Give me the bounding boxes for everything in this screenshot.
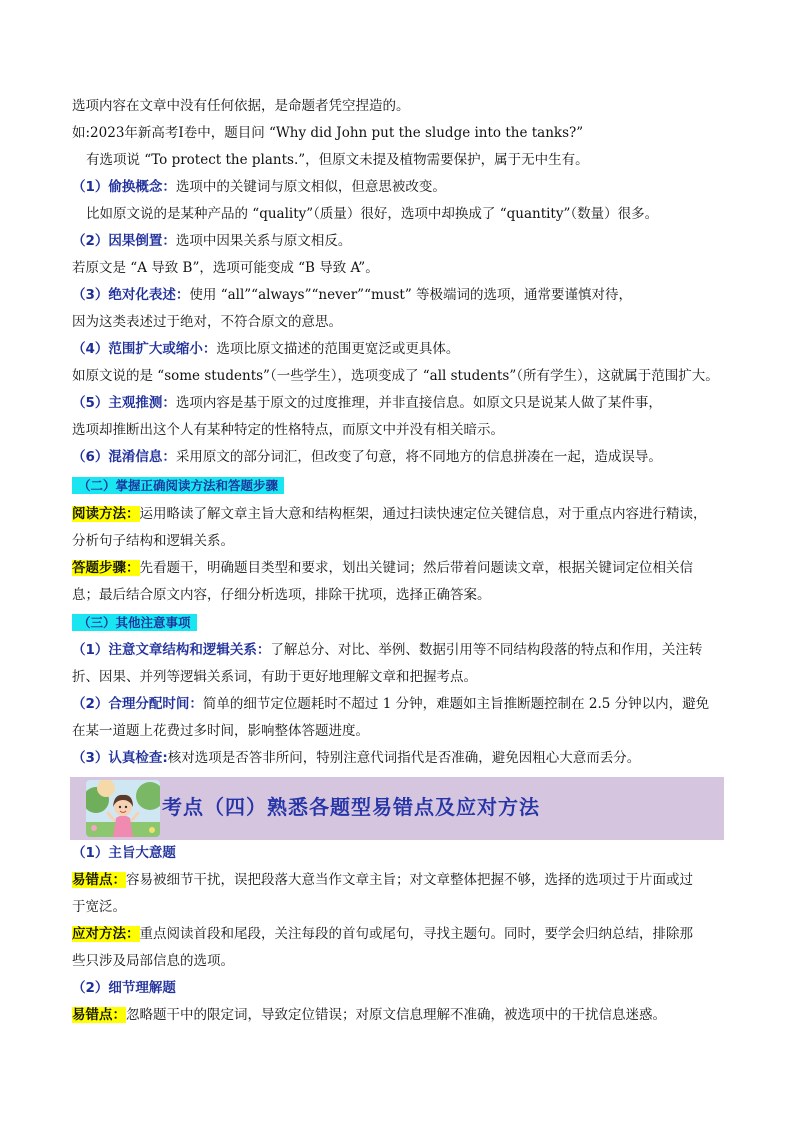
item-text: 容易被细节干扰，误把段落大意当作文章主旨；对文章整体把握不够，选择的选项过于片面或过 xyxy=(126,872,693,888)
body-line: 在某一道题上花费过多时间，影响整体答题进度。 xyxy=(72,723,369,739)
list-item xyxy=(72,641,702,659)
item-label: （4）范围扩大或缩小： xyxy=(72,341,217,357)
cartoon-girl-illustration xyxy=(86,780,160,837)
item-label: （3）绝对化表述： xyxy=(72,287,190,303)
list-item xyxy=(72,448,662,466)
section-heading-2: （二）掌握正确阅读方法和答题步骤 xyxy=(72,477,284,494)
list-item xyxy=(72,749,640,767)
item-text: 运用略读了解文章主旨大意和结构框架，通过扫读快速定位关键信息，对于重点内容进行精读， xyxy=(139,506,707,522)
body-line: 如:2023年新高考I卷中，题目问 “Why did John put the sludge into the tanks?” xyxy=(72,125,584,141)
list-item xyxy=(72,871,693,889)
body-line: 些只涉及局部信息的选项。 xyxy=(72,953,234,969)
item-text: 简单的细节定位题耗时不超过 1 分钟，难题如主旨推断题控制在 2.5 分钟以内，避免 xyxy=(202,696,710,712)
subsection-title: （2）细节理解题 xyxy=(72,980,176,996)
item-label: （1）注意文章结构和逻辑关系： xyxy=(72,642,271,658)
list-item xyxy=(72,232,351,250)
item-text: 采用原文的部分词汇，但改变了句意，将不同地方的信息拼凑在一起，造成误导。 xyxy=(175,449,662,465)
subsection-title: （1）主旨大意题 xyxy=(72,845,176,861)
list-item xyxy=(72,925,693,943)
body-line: 选项内容在文章中没有任何依据，是命题者凭空捏造的。 xyxy=(72,98,410,114)
section-banner xyxy=(70,777,724,840)
body-line: 于宽泛。 xyxy=(72,899,126,915)
item-label: （2）因果倒置： xyxy=(72,233,176,249)
item-label: （2）合理分配时间： xyxy=(72,696,203,712)
item-text: 选项比原文描述的范围更宽泛或更具体。 xyxy=(216,341,460,357)
item-label: （3）认真检查: xyxy=(72,750,168,766)
body-line: 折、因果、并列等逻辑关系词，有助于更好地理解文章和把握考点。 xyxy=(72,669,477,685)
list-item xyxy=(72,286,632,304)
item-label: 易错点： xyxy=(72,872,126,888)
list-item xyxy=(72,505,707,523)
list-item xyxy=(72,340,459,358)
item-label: 应对方法： xyxy=(72,926,140,942)
item-text: 先看题干，明确题目类型和要求，划出关键词；然后带着问题读文章，根据关键词定位相关信 xyxy=(139,560,693,576)
item-text: 了解总分、对比、举例、数据引用等不同结构段落的特点和作用，关注转 xyxy=(270,642,703,658)
item-label: 阅读方法： xyxy=(72,506,140,522)
body-line: 比如原文说的是某种产品的 “quality”（质量）很好，选项中却换成了 “quantity”（数量）很多。 xyxy=(86,206,659,222)
body-line: 选项却推断出这个人有某种特定的性格特点，而原文中并没有相关暗示。 xyxy=(72,422,504,438)
item-label: 易错点： xyxy=(72,1007,126,1023)
item-text: 选项中的关键词与原文相似，但意思被改变。 xyxy=(175,179,446,195)
list-item xyxy=(72,559,693,577)
body-line: 因为这类表述过于绝对，不符合原文的意思。 xyxy=(72,314,342,330)
item-text: 重点阅读首段和尾段，关注每段的首句或尾句，寻找主题句。同时，要学会归纳总结，排除那 xyxy=(139,926,693,942)
list-item xyxy=(72,1006,666,1024)
body-line: 若原文是 “A 导致 B”，选项可能变成 “B 导致 A”。 xyxy=(72,260,379,276)
body-line: 息；最后结合原文内容，仔细分析选项，排除干扰项，选择正确答案。 xyxy=(72,587,491,603)
item-label: （1）偷换概念： xyxy=(72,179,176,195)
body-line: 如原文说的是 “some students”（一些学生），选项变成了 “all students”（所有学生），这就属于范围扩大。 xyxy=(72,368,719,384)
item-text: 忽略题干中的限定词，导致定位错误；对原文信息理解不准确，被选项中的干扰信息迷惑。 xyxy=(126,1007,666,1023)
list-item xyxy=(72,178,446,196)
item-text: 选项中因果关系与原文相反。 xyxy=(175,233,352,249)
section-heading-3: （三）其他注意事项 xyxy=(72,614,197,631)
item-label: 答题步骤： xyxy=(72,560,140,576)
list-item xyxy=(72,394,662,412)
item-label: （6）混淆信息： xyxy=(72,449,176,465)
body-line: 分析句子结构和逻辑关系。 xyxy=(72,533,234,549)
item-label: （5）主观推测： xyxy=(72,395,176,411)
item-text: 核对选项是否答非所问，特别注意代词指代是否准确，避免因粗心大意而丢分。 xyxy=(167,750,641,766)
body-line: 有选项说 “To protect the plants.”，但原文未提及植物需要保护，属于无中生有。 xyxy=(86,152,589,168)
item-text: 使用 “all”“always”“never”“must” 等极端词的选项，通常要谨慎对待， xyxy=(189,287,633,303)
banner-title: 考点（四）熟悉各题型易错点及应对方法 xyxy=(162,795,540,819)
list-item xyxy=(72,695,709,713)
item-text: 选项内容是基于原文的过度推理，并非直接信息。如原文只是说某人做了某件事， xyxy=(175,395,662,411)
